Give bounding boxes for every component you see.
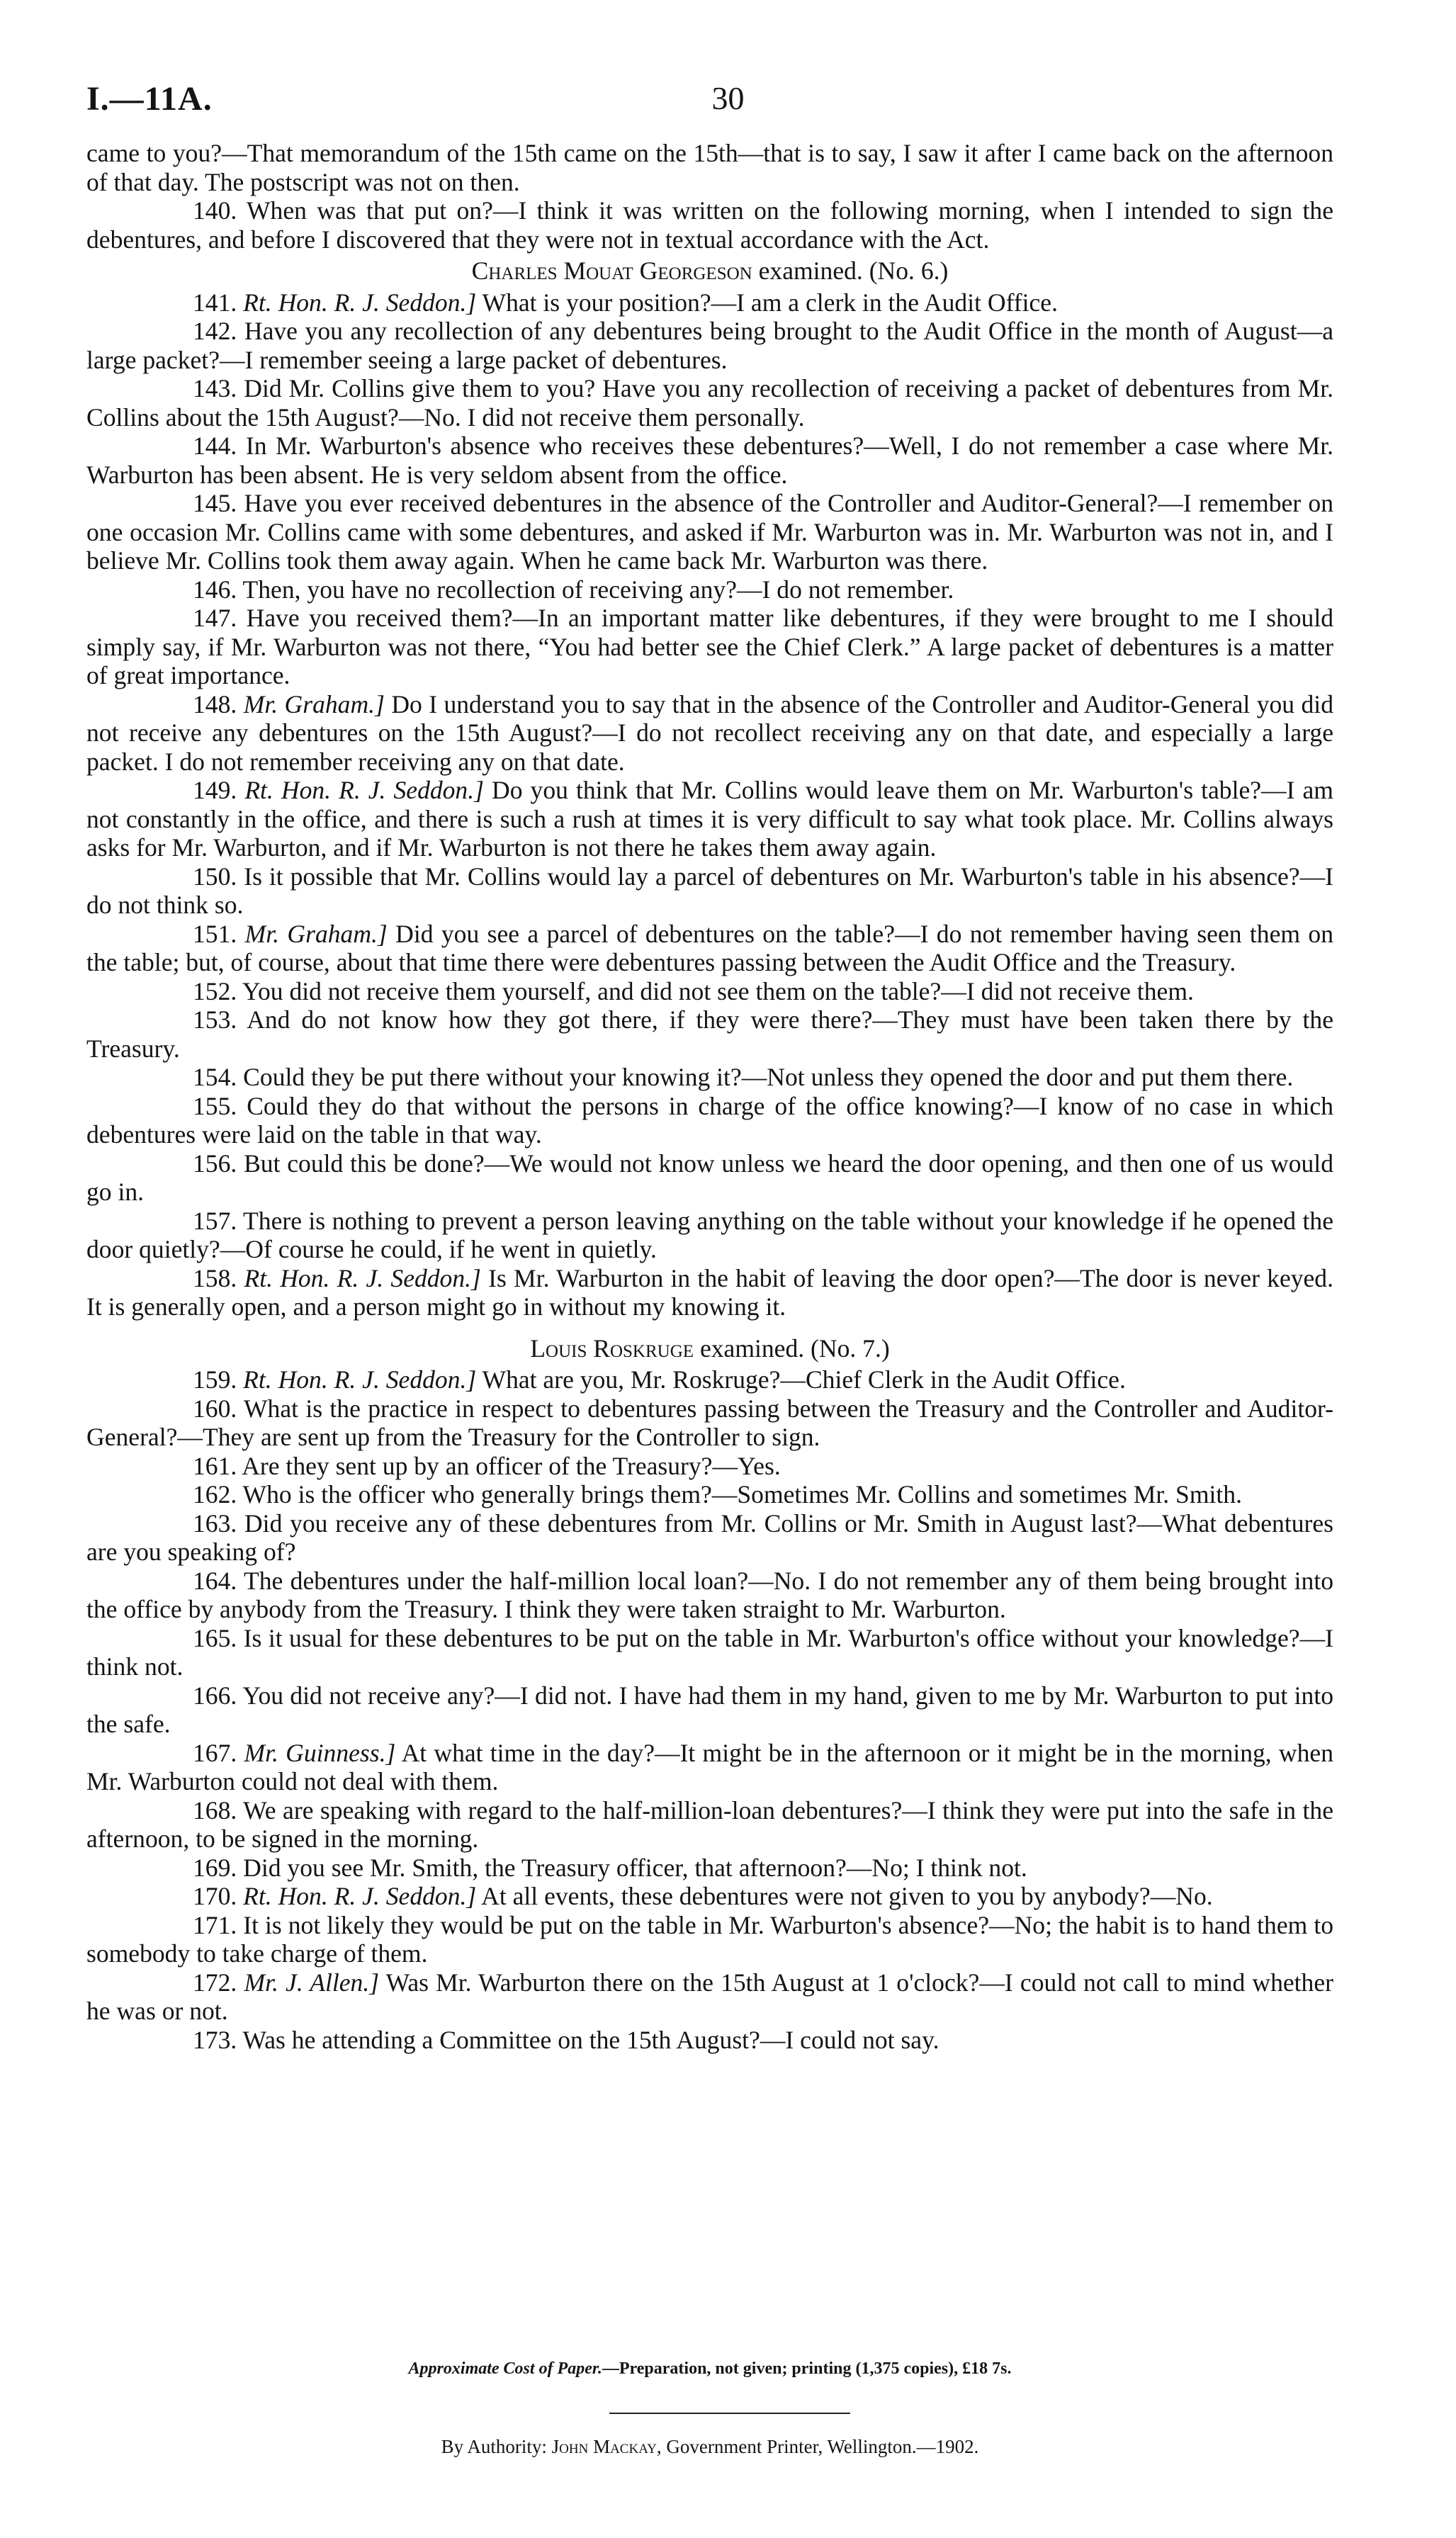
cost-label: Approximate Cost of Paper. [408, 2359, 602, 2378]
speaker-name: Rt. Hon. R. J. Seddon.] [244, 776, 484, 804]
page-header [86, 79, 1370, 129]
testimony-paragraph [86, 920, 1333, 977]
testimony-paragraph [86, 604, 1333, 690]
testimony-text: Do you think that Mr. Collins would leave them on Mr. Warburton's table?—I am not constantly in the office, and there is such a rush at times it is very difficult to say what took place. Mr. Collins always asks for Mr. Warburton, and if Mr. Warburton is not there he takes them away again. [86, 776, 1333, 862]
testimony-text: Who is the officer who generally brings them?—Sometimes Mr. Collins and sometimes Mr. Smith. [242, 1480, 1242, 1508]
speaker-name: Mr. Guinness.] [244, 1738, 396, 1767]
opening-paragraph: came to you?—That memorandum of the 15th came on the 15th—that is to say, I saw it after I came back on the afternoon of that day. The postscript was not on then. [86, 139, 1333, 196]
question-number: 153. [193, 1005, 237, 1034]
testimony-text: Are they sent up by an officer of the Treasury?—Yes. [242, 1451, 781, 1480]
testimony-text: Was he attending a Committee on the 15th August?—I could not say. [242, 2025, 939, 2054]
document-body [86, 139, 1333, 2054]
testimony-text: At all events, these debentures were not given to you by anybody?—No. [481, 1882, 1213, 1910]
testimony-paragraph [86, 1005, 1333, 1063]
question-number: 167. [193, 1738, 237, 1767]
question-number: 163. [193, 1508, 237, 1538]
witness-1-testimony [86, 288, 1333, 1321]
cost-note [86, 2359, 1333, 2379]
witness-heading [86, 1334, 1333, 1363]
question-number: 150. [193, 862, 237, 891]
testimony-paragraph [86, 1452, 1333, 1481]
testimony-text: What is the practice in respect to debentures passing between the Treasury and the Controller and Auditor-General?—They are sent up from the Treasury for the Controller to sign. [86, 1394, 1333, 1451]
testimony-text: Could they do that without the persons in charge of the office knowing?—I know of no case in which debentures were laid on the table in that way. [86, 1091, 1333, 1149]
cost-text: —Preparation, not given; printing (1,375 copies), £18 7s. [602, 2359, 1012, 2378]
testimony-paragraph [86, 1092, 1333, 1149]
testimony-text: We are speaking with regard to the half-million-loan debentures?—I think they were put into the safe in the afternoon, to be signed in the morning. [86, 1795, 1333, 1853]
printer-name: John Mackay [551, 2436, 657, 2457]
question-number: 145. [193, 489, 237, 517]
testimony-text: Is it possible that Mr. Collins would lay a parcel of debentures on Mr. Warburton's table in his absence?—I do not think so. [86, 862, 1333, 919]
testimony-text: Is it usual for these debentures to be put on the table in Mr. Warburton's office without your knowledge?—I think not. [86, 1623, 1334, 1681]
testimony-paragraph [86, 1882, 1333, 1911]
question-number: 141. [193, 288, 237, 317]
speaker-name: Mr. Graham.] [244, 919, 388, 948]
page-number: 30 [711, 80, 745, 116]
testimony-paragraph [86, 432, 1333, 489]
testimony-paragraph [86, 1063, 1333, 1092]
witness-name: Charles Mouat Georgeson [471, 256, 752, 285]
testimony-paragraph [86, 776, 1333, 862]
testimony-text: Do I understand you to say that in the absence of the Controller and Auditor-General you did not receive any debentures on the 15th August?—I do not recollect receiving any on that date, and especially a large packet. I do not remember receiving any on that date. [86, 689, 1333, 776]
question-number: 169. [193, 1853, 237, 1882]
testimony-paragraph [86, 1624, 1333, 1681]
question-number: 172. [193, 1968, 237, 1997]
testimony-text: Did you see a parcel of debentures on the table?—I do not remember having seen them on the table; but, of course, about that time there were debentures passing between the Audit Office and the Treasury. [86, 919, 1333, 976]
question-number: 156. [193, 1149, 237, 1178]
testimony-text: You did not receive them yourself, and did not see them on the table?—I did not receive them. [242, 976, 1194, 1005]
speaker-name: Rt. Hon. R. J. Seddon.] [243, 1365, 477, 1394]
paper-reference: I.—11A. [86, 80, 213, 118]
question-number: 173. [193, 2025, 237, 2054]
testimony-paragraph [86, 489, 1333, 575]
question-number: 164. [193, 1566, 237, 1595]
question-number: 142. [193, 317, 237, 345]
question-number: 171. [193, 1910, 237, 1939]
testimony-text: The debentures under the half-million local loan?—No. I do not remember any of them being brought into the office by anybody from the Treasury. I think they were taken straight to Mr. Warburton. [86, 1566, 1333, 1623]
testimony-paragraph [86, 1365, 1333, 1394]
testimony-paragraph [86, 317, 1333, 374]
authority-prefix: By Authority: [441, 2436, 547, 2457]
testimony-text: Is Mr. Warburton in the habit of leaving the door open?—The door is never keyed. It is generally open, and a person might go in without my knowing it. [86, 1263, 1333, 1321]
question-number: 162. [193, 1480, 237, 1508]
question-number: 154. [193, 1063, 237, 1091]
printer-imprint [86, 2436, 1333, 2458]
testimony-paragraph [86, 1509, 1333, 1567]
testimony-text: Did you receive any of these debentures from Mr. Collins or Mr. Smith in August last?—What debentures are you speaking of? [86, 1508, 1333, 1566]
testimony-text: Then, you have no recollection of receiving any?—I do not remember. [242, 575, 954, 604]
testimony-paragraph [86, 288, 1333, 317]
witness-heading-suffix: examined. (No. 7.) [699, 1333, 890, 1363]
testimony-text: Did you see Mr. Smith, the Treasury officer, that afternoon?—No; I think not. [243, 1853, 1027, 1882]
question-number: 157. [193, 1206, 237, 1235]
testimony-text: At what time in the day?—It might be in the afternoon or it might be in the morning, when Mr. Warburton could not deal with them. [86, 1738, 1333, 1795]
testimony-text: You did not receive any?—I did not. I have had them in my hand, given to me by Mr. Warburton to put into the safe. [86, 1681, 1333, 1738]
testimony-paragraph [86, 1264, 1333, 1321]
question-number: 158. [193, 1263, 237, 1292]
question-number: 151. [193, 919, 237, 948]
testimony-text: Did Mr. Collins give them to you? Have you any recollection of receiving a packet of debentures from Mr. Collins about the 15th August?—No. I did not receive them personally. [86, 374, 1333, 432]
testimony-text: It is not likely they would be put on the table in Mr. Warburton's absence?—No; the habit is to hand them to somebody to take charge of them. [86, 1910, 1333, 1968]
testimony-paragraph [86, 1739, 1333, 1796]
witness-heading [86, 256, 1333, 286]
speaker-name: Mr. Graham.] [243, 689, 385, 718]
question-number: 161. [193, 1451, 237, 1480]
testimony-paragraph [86, 575, 1333, 604]
testimony-paragraph [86, 1796, 1333, 1854]
question-number: 148. [193, 689, 237, 718]
question-number: 168. [193, 1795, 237, 1824]
testimony-paragraph [86, 690, 1333, 777]
question-number: 144. [193, 432, 237, 460]
witness-name: Louis Roskruge [530, 1333, 694, 1363]
testimony-paragraph [86, 1567, 1333, 1624]
testimony-text: Could they be put there without your knowing it?—Not unless they opened the door and put them there. [243, 1063, 1294, 1091]
testimony-text: There is nothing to prevent a person leaving anything on the table without your knowledge if he opened the door quietly?—Of course he could, if he went in quietly. [86, 1206, 1333, 1263]
testimony-paragraph [86, 1480, 1333, 1509]
testimony-paragraph [86, 374, 1333, 432]
testimony-text: Have you any recollection of any debentures being brought to the Audit Office in the month of August—a large packet?—I remember seeing a large packet of debentures. [86, 317, 1333, 374]
testimony-paragraph [86, 1968, 1333, 2026]
testimony-text: In Mr. Warburton's absence who receives these debentures?—Well, I do not remember a case where Mr. Warburton has been absent. He is very seldom absent from the office. [86, 432, 1333, 489]
question-number: 165. [193, 1623, 237, 1652]
question-number: 143. [193, 374, 237, 402]
testimony-text: Have you ever received debentures in the absence of the Controller and Auditor-General?—I remember on one occasion Mr. Collins came with some debentures, and asked if Mr. Warburton was in. Mr. Warburton was not in, and I believe Mr. Collins took them away again. When he came back Mr. Warburton was there. [86, 489, 1333, 575]
witness-heading-suffix: examined. (No. 6.) [758, 256, 949, 285]
testimony-paragraph [86, 1681, 1333, 1739]
question-number: 147. [193, 604, 237, 632]
testimony-paragraph [86, 1149, 1333, 1207]
testimony-paragraph [86, 1207, 1333, 1264]
testimony-text: What are you, Mr. Roskruge?—Chief Clerk in the Audit Office. [482, 1365, 1126, 1394]
question-number: 149. [193, 776, 237, 804]
testimony-text: Was Mr. Warburton there on the 15th August at 1 o'clock?—I could not call to mind whether he was or not. [86, 1968, 1333, 2025]
question-number: 170. [193, 1882, 237, 1910]
question-number: 166. [193, 1681, 237, 1710]
question-paragraph: 140. When was that put on?—I think it was written on the following morning, when I intended to sign the debentures, and before I discovered that they were not in textual accordance with the Act. [86, 196, 1333, 254]
testimony-paragraph [86, 862, 1333, 920]
speaker-name: Mr. J. Allen.] [244, 1968, 380, 1997]
testimony-paragraph [86, 1911, 1333, 1968]
testimony-paragraph [86, 1854, 1333, 1883]
question-number: 159. [193, 1365, 237, 1394]
question-number: 155. [193, 1091, 237, 1120]
testimony-text: And do not know how they got there, if they were there?—They must have been taken there by the Treasury. [86, 1005, 1333, 1063]
testimony-text: Have you received them?—In an important matter like debentures, if they were brought to me I should simply say, if Mr. Warburton was not there, “You had better see the Chief Clerk.” A large packet of debentures is a matter of great importance. [86, 604, 1333, 689]
testimony-text: But could this be done?—We would not know unless we heard the door opening, and then one of us would go in. [86, 1149, 1333, 1206]
footer-rule [609, 2413, 850, 2414]
testimony-paragraph [86, 2026, 1333, 2055]
testimony-paragraph [86, 1394, 1333, 1452]
question-number: 152. [193, 976, 237, 1005]
question-number: 160. [193, 1394, 237, 1423]
testimony-paragraph [86, 977, 1333, 1006]
speaker-name: Rt. Hon. R. J. Seddon.] [243, 1882, 477, 1910]
question-number: 146. [193, 575, 237, 604]
speaker-name: Rt. Hon. R. J. Seddon.] [244, 1263, 481, 1292]
speaker-name: Rt. Hon. R. J. Seddon.] [243, 288, 477, 317]
authority-suffix: , Government Printer, Wellington.—1902. [656, 2436, 979, 2457]
testimony-text: What is your position?—I am a clerk in the Audit Office. [482, 288, 1058, 317]
witness-2-testimony [86, 1365, 1333, 2054]
